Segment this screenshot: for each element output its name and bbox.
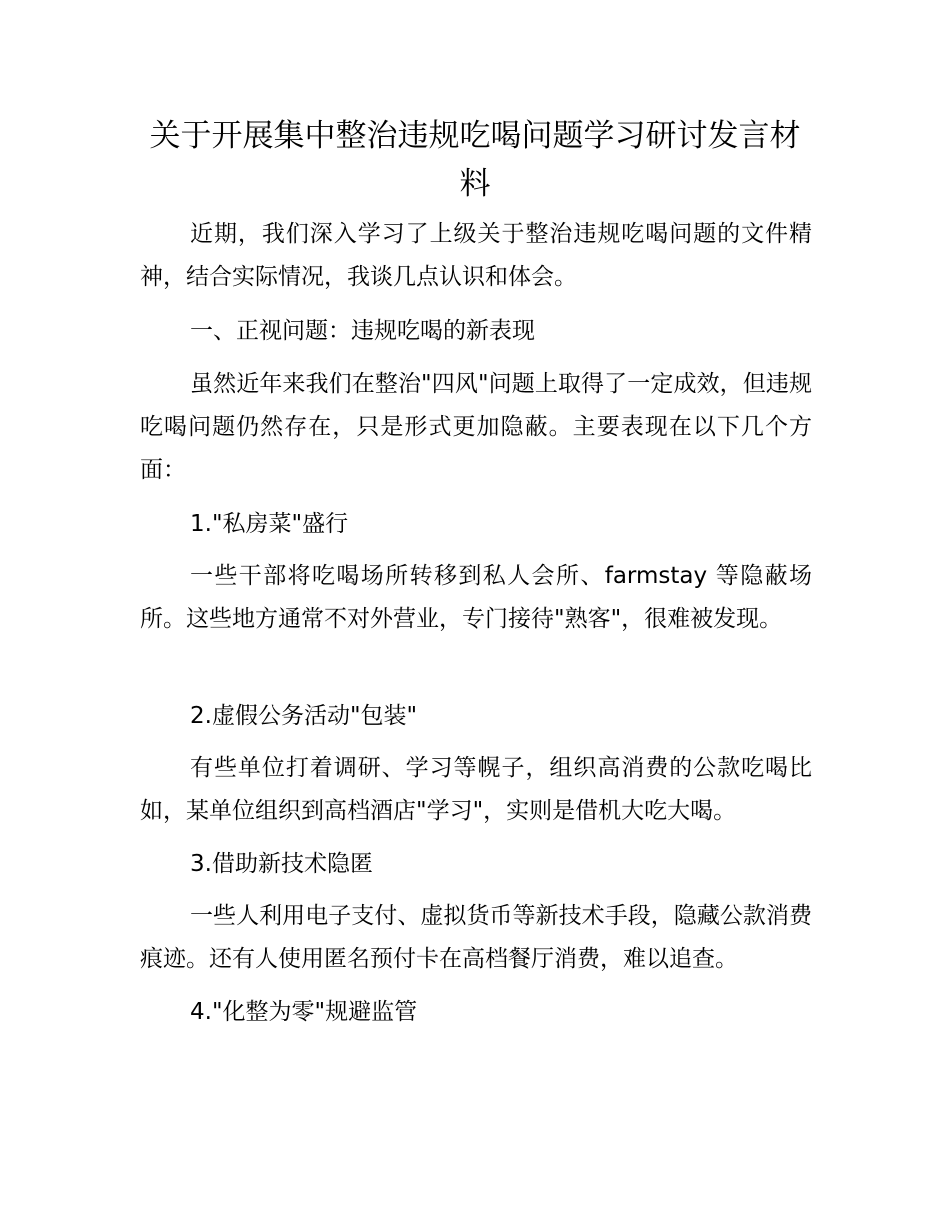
subheading-1: 1."私房菜"盛行 [190,511,349,537]
document-title: 关于开展集中整治违规吃喝问题学习研讨发言材料 [149,118,801,202]
intro-paragraph: 近期，我们深入学习了上级关于整治违规吃喝问题的文件精神，结合实际情况，我谈几点认识和体会。 [140,221,812,290]
subheading-4: 4."化整为零"规避监管 [190,999,418,1025]
subheading-2: 2.虚假公务活动"包装" [190,703,418,729]
subsection-2-paragraph: 有些单位打着调研、学习等幌子，组织高消费的公款吃喝比如，某单位组织到高档酒店"学习"，实则是借机大吃大喝。 [140,755,812,824]
section-1-paragraph: 虽然近年来我们在整治"四风"问题上取得了一定成效，但违规吃喝问题仍然存在，只是形式更加隐蔽。主要表现在以下几个方面： [140,371,812,483]
section-heading-1: 一、正视问题：违规吃喝的新表现 [190,318,535,344]
subheading-3: 3.借助新技术隐匿 [190,851,373,877]
subsection-3-paragraph: 一些人利用电子支付、虚拟货币等新技术手段，隐藏公款消费痕迹。还有人使用匿名预付卡在高档餐厅消费，难以追查。 [140,903,812,972]
subsection-1-paragraph: 一些干部将吃喝场所转移到私人会所、farmstay 等隐蔽场所。这些地方通常不对外营业，专门接待"熟客"，很难被发现。 [140,563,812,632]
